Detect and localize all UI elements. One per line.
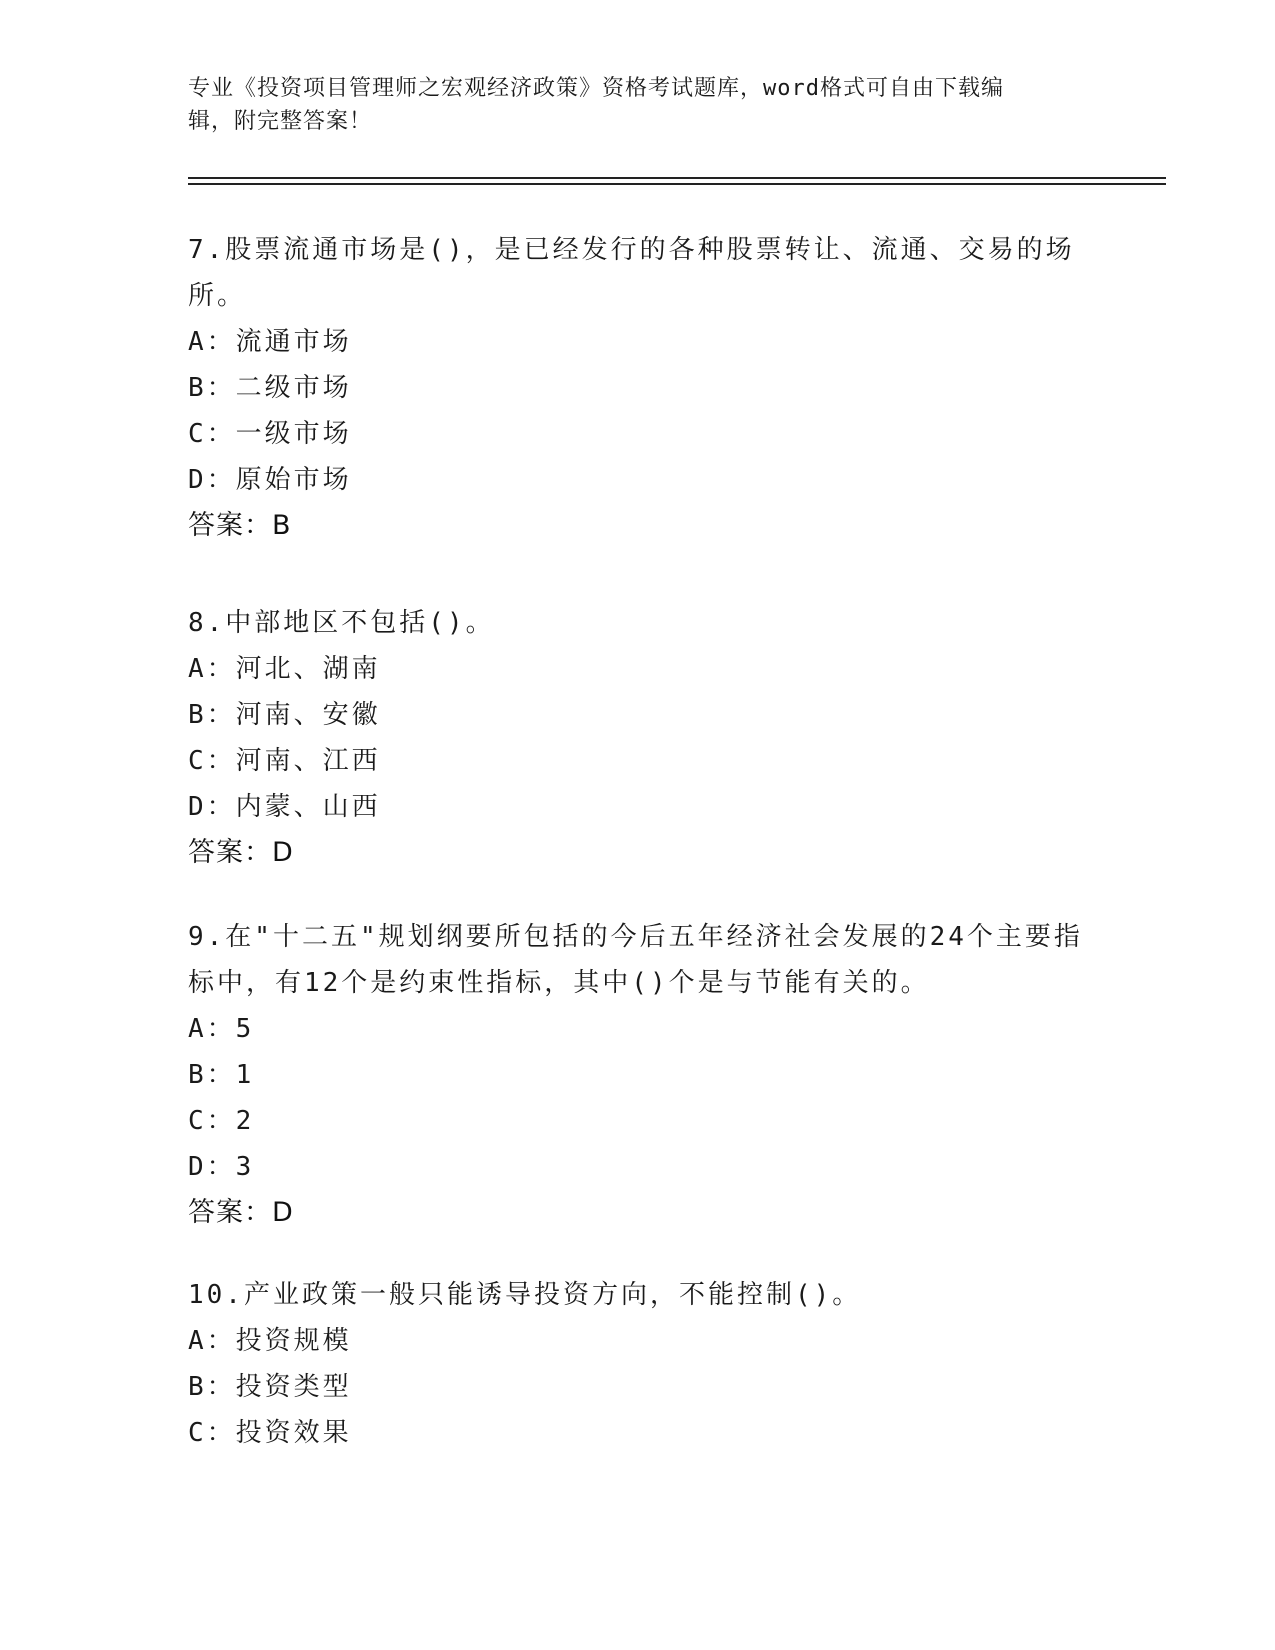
option-c: C：2 bbox=[188, 1106, 255, 1136]
option-d: D：内蒙、山西 bbox=[188, 792, 381, 822]
option-d: D：3 bbox=[188, 1152, 255, 1182]
answer: 答案：B bbox=[188, 510, 292, 541]
option-a: A：流通市场 bbox=[188, 327, 352, 357]
question-stem-line-2: 所。 bbox=[188, 281, 247, 311]
answer: 答案：D bbox=[188, 1197, 294, 1228]
option-b: B：二级市场 bbox=[188, 373, 352, 403]
option-a: A：河北、湖南 bbox=[188, 654, 381, 684]
question-8 bbox=[188, 600, 1088, 876]
option-c: C：河南、江西 bbox=[188, 746, 381, 776]
option-a: A：5 bbox=[188, 1014, 255, 1044]
option-b: B：河南、安徽 bbox=[188, 700, 381, 730]
answer: 答案：D bbox=[188, 837, 294, 868]
document-header bbox=[188, 72, 1068, 138]
question-7 bbox=[188, 227, 1088, 549]
header-divider-bottom bbox=[188, 183, 1166, 185]
option-b: B：投资类型 bbox=[188, 1372, 352, 1402]
question-9 bbox=[188, 914, 1088, 1236]
option-c: C：一级市场 bbox=[188, 419, 352, 449]
header-line-1: 专业《投资项目管理师之宏观经济政策》资格考试题库，word格式可自由下载编 bbox=[188, 76, 1004, 101]
header-line-2: 辑，附完整答案！ bbox=[188, 109, 373, 134]
question-stem-line-1: 8.中部地区不包括()。 bbox=[188, 608, 495, 638]
question-stem-line-2: 标中，有12个是约束性指标，其中()个是与节能有关的。 bbox=[188, 968, 930, 998]
question-stem-line-1: 9.在"十二五"规划纲要所包括的今后五年经济社会发展的24个主要指 bbox=[188, 922, 1083, 952]
option-a: A：投资规模 bbox=[188, 1326, 352, 1356]
question-stem-line-1: 10.产业政策一般只能诱导投资方向，不能控制()。 bbox=[188, 1280, 862, 1310]
header-divider-top bbox=[188, 177, 1166, 179]
option-d: D：原始市场 bbox=[188, 465, 352, 495]
question-stem-line-1: 7.股票流通市场是()，是已经发行的各种股票转让、流通、交易的场 bbox=[188, 235, 1075, 265]
option-c: C：投资效果 bbox=[188, 1418, 352, 1448]
option-b: B：1 bbox=[188, 1060, 255, 1090]
question-10 bbox=[188, 1272, 1088, 1456]
